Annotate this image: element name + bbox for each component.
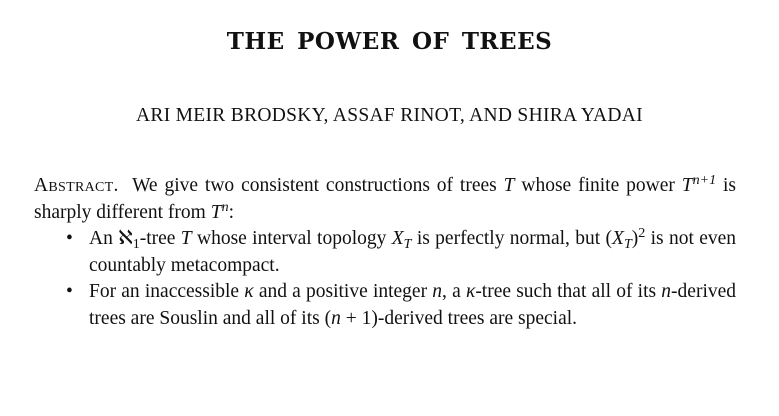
item-text: -derived trees are Souslin and all of its <box>89 281 737 329</box>
item-text: -tree <box>139 228 181 249</box>
item-text: and a positive integer <box>253 281 433 302</box>
math-aleph: ℵ <box>118 228 133 249</box>
item-text: -derived trees are special. <box>377 307 578 329</box>
math-T: T <box>180 228 192 249</box>
math-paren: ( <box>605 228 613 249</box>
math-T: T <box>681 175 693 196</box>
abstract-text: We give two consistent constructions of trees <box>132 175 504 196</box>
paper-title: THE POWER OF TREES <box>226 28 553 55</box>
item-text: -tree such that all of its <box>475 281 662 302</box>
abstract-label: Abstract. <box>34 175 119 196</box>
item-text: An <box>89 228 119 249</box>
author-list: ARI MEIR BRODSKY, ASSAF RINOT, AND SHIRA YADAI <box>136 105 643 126</box>
math-paren: ( <box>324 307 332 329</box>
item-text: is perfectly normal, but <box>411 228 601 249</box>
math-T: T <box>210 201 222 223</box>
bullet-icon: • <box>66 228 73 249</box>
list-item <box>34 279 736 332</box>
math-exponent: n <box>221 198 229 215</box>
math-paren: ) <box>631 228 639 249</box>
math-T: T <box>503 175 515 196</box>
item-text: , a <box>442 281 466 302</box>
math-exponent: n+1 <box>692 171 717 188</box>
item-text: is not even countably metacompact. <box>89 228 737 276</box>
item-text: whose interval topology <box>191 228 392 249</box>
abstract-text: whose finite power <box>514 175 682 196</box>
math-n: n <box>331 307 341 329</box>
math-expression: + 1) <box>340 307 378 329</box>
math-exponent: 2 <box>638 224 646 241</box>
abstract <box>34 173 736 332</box>
abstract-list <box>34 226 736 332</box>
list-item <box>34 226 736 279</box>
math-X: X <box>612 228 624 249</box>
math-n: n <box>432 281 443 302</box>
math-subscript: 1 <box>132 235 140 252</box>
math-subscript: T <box>623 235 632 252</box>
abstract-text: is sharply different from <box>34 175 736 223</box>
bullet-icon: • <box>66 281 73 302</box>
math-n: n <box>661 281 672 302</box>
abstract-text: : <box>228 201 235 223</box>
math-kappa: κ <box>244 281 254 302</box>
math-X: X <box>391 228 404 249</box>
item-text: For an inaccessible <box>89 281 245 302</box>
abstract-intro <box>34 173 736 226</box>
math-subscript: T <box>403 235 412 252</box>
math-kappa: κ <box>465 281 476 302</box>
